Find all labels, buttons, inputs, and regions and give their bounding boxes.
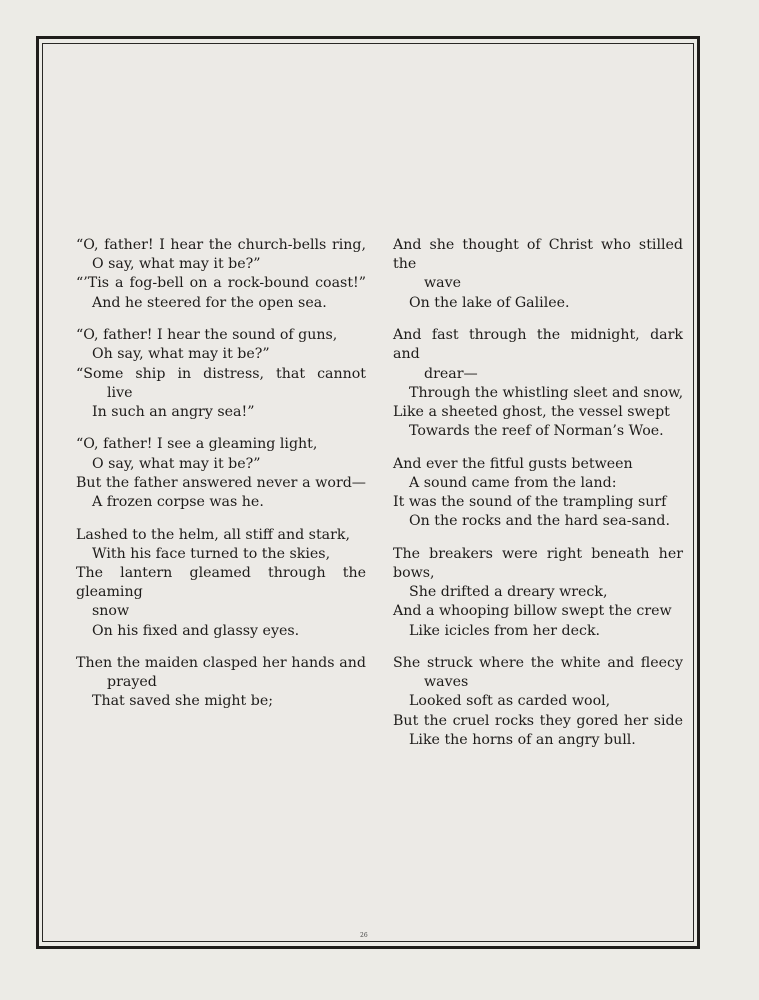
poem-line: Towards the reef of Norman’s Woe. (409, 423, 664, 440)
poem-column-right (393, 236, 683, 763)
poem-line: Looked soft as carded wool, (409, 693, 611, 710)
page-number: 26 (360, 932, 368, 939)
left-stanza-5 (76, 654, 366, 712)
poem-line: On his fixed and glassy eyes. (92, 622, 300, 639)
right-stanza-1 (393, 236, 683, 313)
poem-line: And ever the fitful gusts between (393, 455, 633, 472)
poem-line: And fast through the midnight, dark and (393, 327, 683, 363)
poem-line: Like a sheeted ghost, the vessel swept (393, 403, 670, 420)
poem-line: O say, what may it be?” (92, 455, 261, 472)
poem-line: prayed (107, 674, 157, 691)
poem-line: waves (424, 674, 469, 691)
poem-line: A sound came from the land: (409, 474, 617, 491)
poem-line: drear— (424, 365, 478, 382)
poem-line: With his face turned to the skies, (92, 545, 331, 562)
right-stanza-2 (393, 326, 683, 441)
right-stanza-3 (393, 455, 683, 532)
poem-line: It was the sound of the trampling surf (393, 494, 667, 511)
poem-line: On the rocks and the hard sea-sand. (409, 513, 670, 530)
poem-line: Through the whistling sleet and snow, (409, 384, 684, 401)
poem-column-left (76, 236, 366, 725)
poem-line: A frozen corpse was he. (92, 494, 264, 511)
poem-line: The breakers were right beneath her bows, (393, 545, 683, 581)
poem-line: wave (424, 275, 462, 292)
poem-line: And he steered for the open sea. (92, 294, 327, 311)
poem-line: Like icicles from her deck. (409, 622, 601, 639)
poem-line: “O, father! I hear the sound of guns, (76, 327, 338, 344)
poem-line: The lantern gleamed through the gleaming (76, 564, 366, 601)
poem-line: That saved she might be; (92, 693, 274, 710)
poem-line: She struck where the white and fleecy (393, 655, 683, 672)
poem-line: “O, father! I see a gleaming light, (76, 436, 318, 453)
poem-line: O say, what may it be?” (92, 256, 261, 273)
left-stanza-1 (76, 236, 366, 313)
right-stanza-5 (393, 654, 683, 750)
poem-line: In such an angry sea!” (92, 403, 255, 420)
poem-line: On the lake of Galilee. (409, 294, 570, 311)
poem-line: And a whooping billow swept the crew (393, 603, 672, 620)
poem-line: Like the horns of an angry bull. (409, 731, 636, 748)
poem-line: snow (92, 603, 130, 620)
poem-line: “Some ship in distress, that cannot (76, 365, 366, 382)
poem-line: But the cruel rocks they gored her side (393, 712, 683, 729)
poem-line: Oh say, what may it be?” (92, 346, 270, 363)
poem-line: live (107, 384, 133, 401)
left-stanza-2 (76, 326, 366, 422)
poem-line: Lashed to the helm, all stiff and stark, (76, 526, 350, 543)
poem-line: But the father answered never a word— (76, 474, 366, 491)
poem-line: “O, father! I hear the church-bells ring, (76, 237, 366, 253)
poem-line: She drifted a dreary wreck, (409, 584, 608, 601)
right-stanza-4 (393, 545, 683, 641)
poem-line: Then the maiden clasped her hands and (76, 655, 366, 672)
poem-line: “’Tis a fog-bell on a rock-bound coast!” (76, 275, 366, 292)
left-stanza-3 (76, 435, 366, 512)
poem-line: And she thought of Christ who stilled the (393, 237, 683, 273)
left-stanza-4 (76, 526, 366, 641)
